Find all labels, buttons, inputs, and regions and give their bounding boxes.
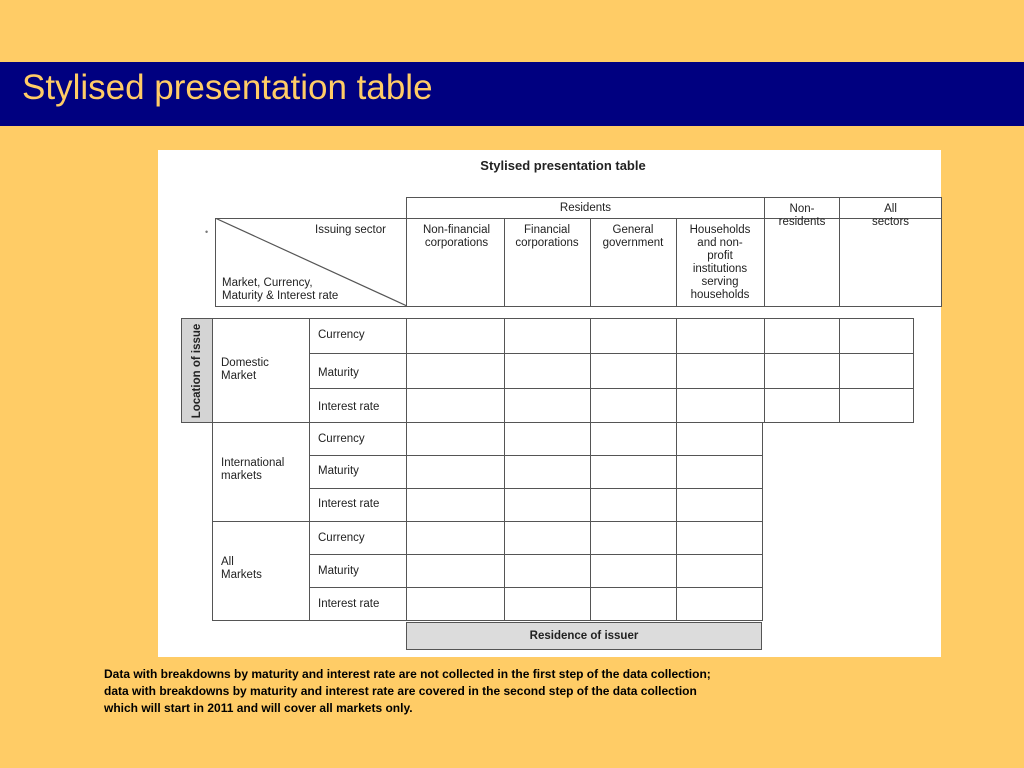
slide-title: Stylised presentation table — [22, 68, 433, 107]
residence-of-issuer-box — [406, 622, 762, 650]
location-of-issue-box — [181, 318, 213, 423]
domestic-data-block — [309, 318, 914, 423]
international-row-interest-rate: Interest rate — [318, 498, 380, 510]
international-row-maturity: Maturity — [318, 465, 359, 477]
international-row-currency: Currency — [318, 433, 365, 445]
footnote-line-3: which will start in 2011 and will cover all markets only. — [104, 701, 413, 715]
col-header-nonresidents: Non- residents — [778, 203, 826, 228]
col-header-households: Households and non- profit institutions serving households — [689, 224, 751, 301]
domestic-col-line-3 — [590, 318, 591, 423]
domestic-col-line-6 — [839, 318, 840, 423]
domestic-row-line-1 — [309, 353, 914, 354]
residence-of-issuer-label: Residence of issuer — [529, 630, 639, 642]
international-col-line-1 — [406, 422, 407, 522]
domestic-row-currency: Currency — [318, 329, 365, 341]
domestic-row-interest-rate: Interest rate — [318, 401, 380, 413]
footnote-line-2: data with breakdowns by maturity and interest rate are covered in the second step of the data collection — [104, 684, 697, 698]
international-col-line-2 — [504, 422, 505, 522]
figure-title: Stylised presentation table — [480, 158, 646, 173]
all-markets-col-line-3 — [590, 521, 591, 621]
col-header-government: General government — [602, 224, 664, 249]
corner-market-line1: Market, Currency, — [222, 277, 313, 289]
location-of-issue-label: Location of issue — [191, 323, 203, 418]
stylised-table-figure — [158, 150, 941, 657]
corner-issuing-sector: Issuing sector — [315, 224, 386, 236]
domestic-col-line-2 — [504, 318, 505, 423]
all-markets-row-line-2 — [309, 587, 763, 588]
all-markets-row-interest-rate: Interest rate — [318, 598, 380, 610]
all-markets-row-maturity: Maturity — [318, 565, 359, 577]
domestic-col-line-4 — [676, 318, 677, 423]
all-markets-col-line-2 — [504, 521, 505, 621]
international-group-label: International markets — [221, 457, 285, 482]
stray-dot: • — [205, 227, 209, 237]
all-markets-group-label: All Markets — [221, 556, 262, 581]
domestic-group-label: Domestic Market — [221, 357, 269, 382]
domestic-row-line-2 — [309, 388, 914, 389]
all-markets-row-line-1 — [309, 554, 763, 555]
international-col-line-3 — [590, 422, 591, 522]
domestic-col-line-1 — [406, 318, 407, 423]
title-bar — [0, 62, 1024, 126]
all-markets-col-line-4 — [676, 521, 677, 621]
domestic-row-maturity: Maturity — [318, 367, 359, 379]
footnote — [104, 666, 864, 717]
all-markets-row-currency: Currency — [318, 532, 365, 544]
international-row-line-1 — [309, 455, 763, 456]
international-col-line-4 — [676, 422, 677, 522]
residents-label: Residents — [559, 202, 612, 214]
all-markets-col-line-1 — [406, 521, 407, 621]
domestic-col-line-5 — [764, 318, 765, 423]
col-header-allsectors: All sectors — [871, 203, 910, 228]
footnote-line-1: Data with breakdowns by maturity and interest rate are not collected in the first step of the data collection; — [104, 667, 711, 681]
col-header-nonfinancial: Non-financial corporations — [422, 224, 491, 249]
col-header-financial: Financial corporations — [515, 224, 579, 249]
corner-market-line2: Maturity & Interest rate — [222, 290, 339, 302]
international-row-line-2 — [309, 488, 763, 489]
